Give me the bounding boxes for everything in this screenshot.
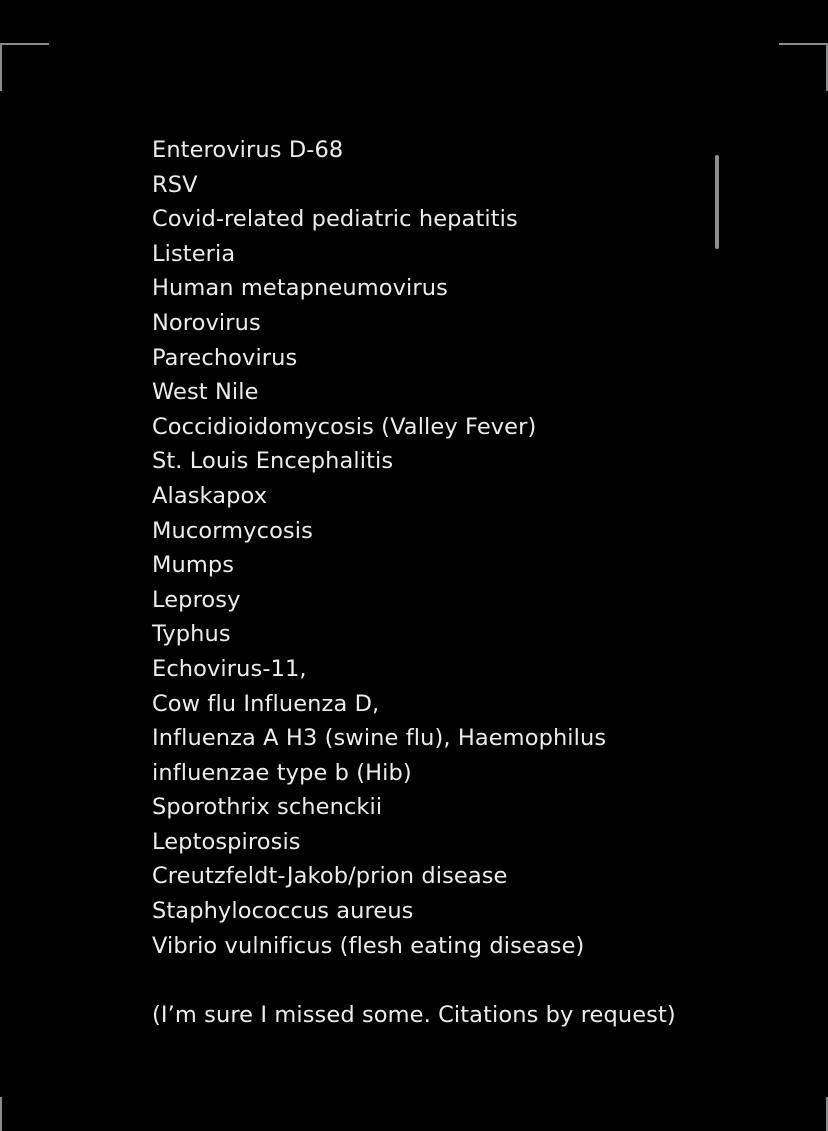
list-item: Typhus: [152, 621, 231, 648]
list-item: Leptospirosis: [152, 828, 301, 855]
crop-corner-top-right: [779, 43, 828, 91]
list-item: Mucormycosis: [152, 517, 313, 544]
disease-text-block: [152, 133, 752, 1032]
crop-corner-top-left: [0, 43, 49, 91]
list-item: Human metapneumovirus: [152, 275, 448, 302]
list-item: Alaskapox: [152, 482, 268, 509]
disease-list: [152, 133, 752, 963]
closing-note: (I’m sure I missed some. Citations by request): [152, 1001, 676, 1028]
list-item: Cow flu Influenza D,: [152, 690, 380, 717]
list-item: Creutzfeldt-Jakob/prion disease: [152, 863, 508, 890]
list-item: Influenza A H3 (swine flu), Haemophilus: [152, 725, 607, 752]
list-item: Parechovirus: [152, 344, 298, 371]
list-item: Staphylococcus aureus: [152, 898, 414, 925]
list-item: Coccidioidomycosis (Valley Fever): [152, 413, 537, 440]
list-item: Echovirus-11,: [152, 655, 307, 682]
list-item: Vibrio vulnificus (flesh eating disease): [152, 932, 585, 959]
list-item: Leprosy: [152, 586, 241, 613]
list-item: Covid-related pediatric hepatitis: [152, 206, 518, 233]
list-item: influenzae type b (Hib): [152, 759, 412, 786]
list-item: West Nile: [152, 379, 259, 406]
list-item: Mumps: [152, 552, 235, 579]
list-item: Norovirus: [152, 309, 261, 336]
list-item: Sporothrix schenckii: [152, 794, 383, 821]
list-item: Enterovirus D-68: [152, 137, 344, 163]
crop-corner-bottom-left: [0, 1097, 4, 1131]
list-item: RSV: [152, 171, 198, 198]
list-item: St. Louis Encephalitis: [152, 448, 394, 475]
list-item: Listeria: [152, 240, 236, 267]
crop-corner-bottom-right: [824, 1097, 828, 1131]
